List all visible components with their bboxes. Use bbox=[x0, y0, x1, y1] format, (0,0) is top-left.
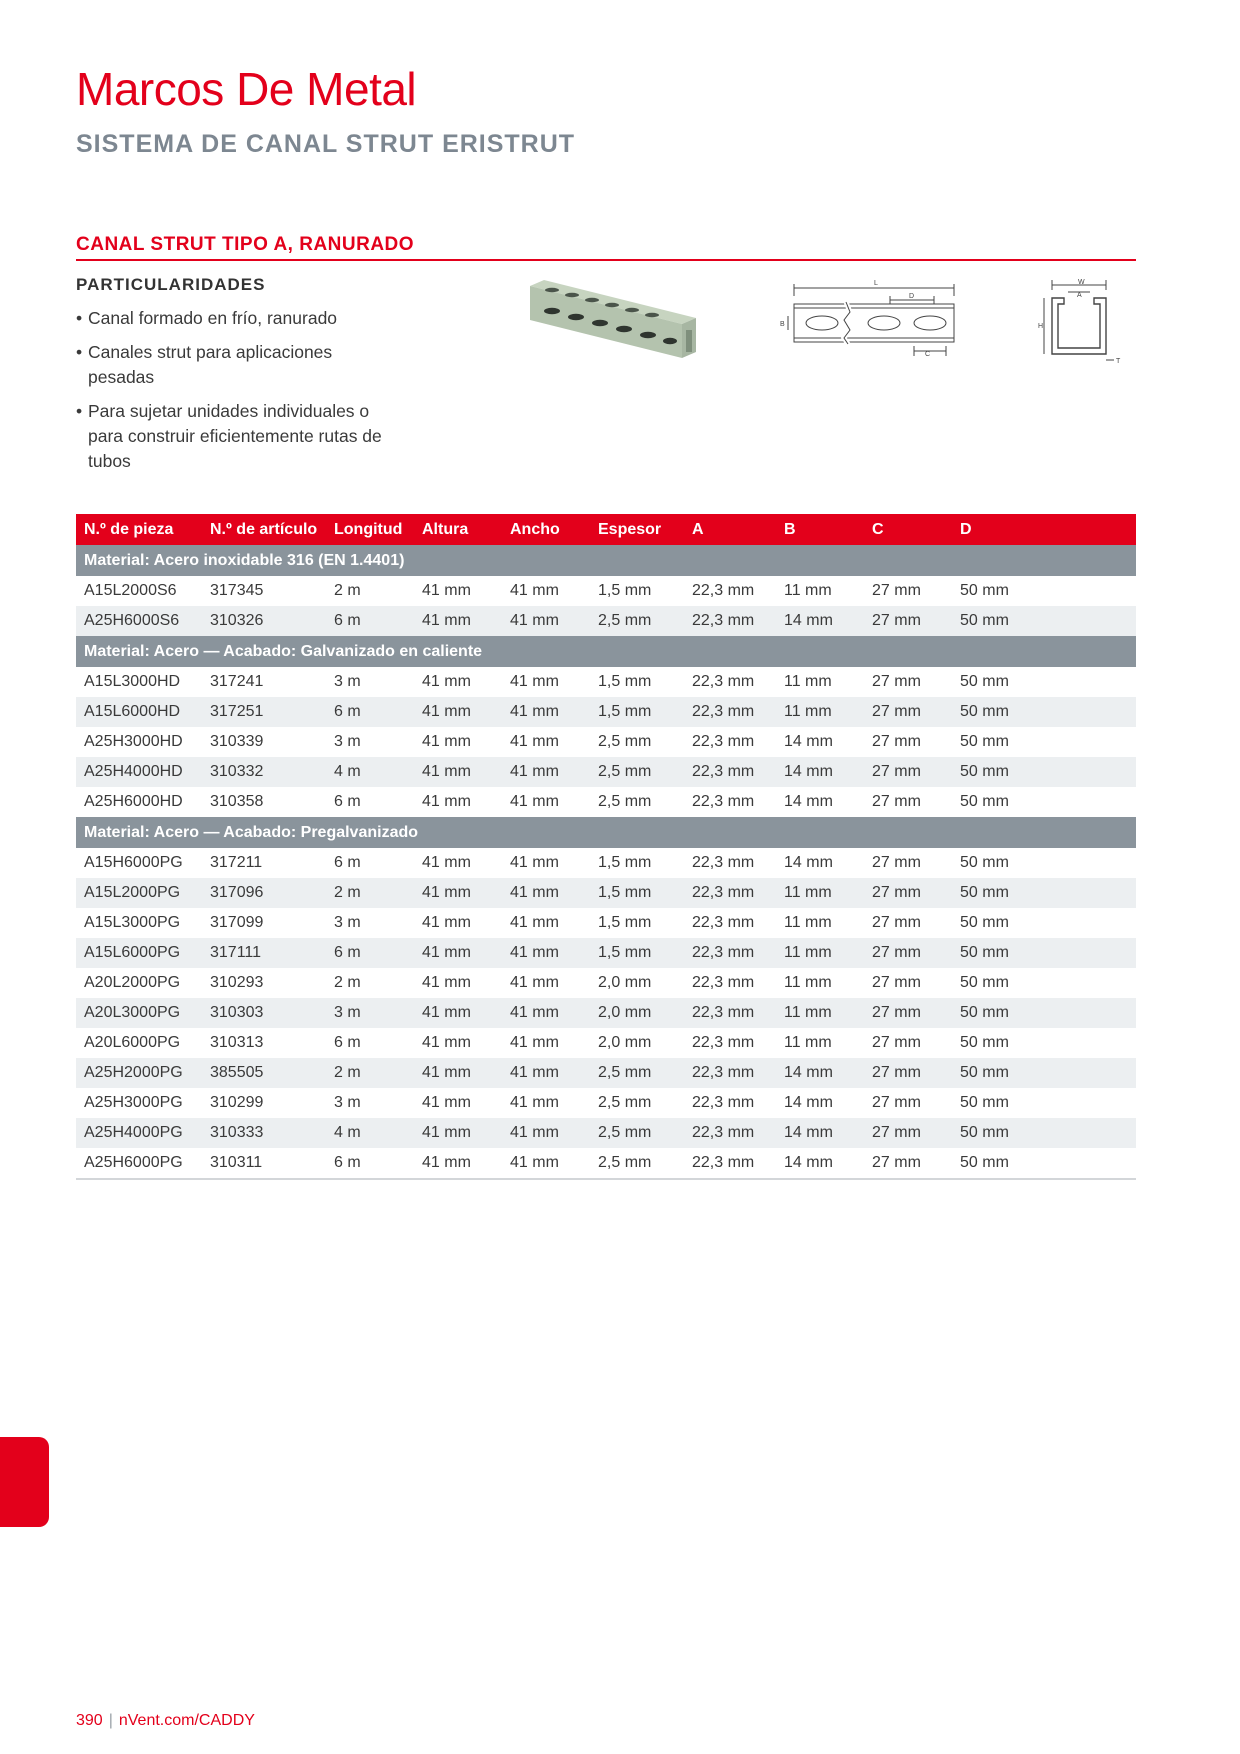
table-cell: 1,5 mm bbox=[590, 878, 684, 908]
table-cell: 22,3 mm bbox=[684, 697, 776, 727]
column-header: N.º de artículo bbox=[202, 514, 326, 545]
page-footer bbox=[76, 1712, 255, 1730]
table-cell: 6 m bbox=[326, 1148, 414, 1179]
table-cell: 50 mm bbox=[952, 1148, 1136, 1179]
table-cell: 2 m bbox=[334, 974, 361, 991]
table-cell: 22,3 mm bbox=[684, 998, 776, 1028]
table-cell: 14 mm bbox=[776, 1058, 864, 1088]
table-cell: 41 mm bbox=[414, 606, 502, 636]
table-cell: 50 mm bbox=[960, 733, 1009, 750]
specification-table bbox=[76, 514, 1136, 1180]
table-cell: 1,5 mm bbox=[598, 854, 652, 871]
table-row bbox=[76, 606, 1136, 636]
table-row bbox=[76, 1148, 1136, 1179]
table-cell: 27 mm bbox=[872, 974, 921, 991]
table-cell: 14 mm bbox=[784, 793, 833, 810]
table-cell: 2,5 mm bbox=[590, 1148, 684, 1179]
table-cell: 50 mm bbox=[960, 914, 1009, 931]
table-cell: 41 mm bbox=[502, 878, 590, 908]
table-cell: 22,3 mm bbox=[692, 793, 755, 810]
table-cell: 41 mm bbox=[422, 582, 471, 599]
table-cell: 2,5 mm bbox=[598, 793, 652, 810]
section-title: CANAL STRUT TIPO A, RANURADO bbox=[76, 234, 415, 255]
table-cell: 310313 bbox=[210, 1034, 264, 1051]
label-l: L bbox=[874, 280, 878, 287]
table-cell: 22,3 mm bbox=[684, 878, 776, 908]
table-cell: A15L6000PG bbox=[76, 938, 202, 968]
table-cell: 41 mm bbox=[414, 938, 502, 968]
table-cell: 3 m bbox=[334, 733, 361, 750]
table-row bbox=[76, 787, 1136, 817]
table-cell: 6 m bbox=[334, 854, 361, 871]
table-cell: A15H6000PG bbox=[84, 854, 183, 871]
table-cell: 317111 bbox=[202, 938, 326, 968]
material-group-label: Material: Acero — Acabado: Pregalvanizado bbox=[76, 817, 1136, 848]
table-cell: 317241 bbox=[210, 673, 264, 690]
table-cell: 50 mm bbox=[960, 854, 1009, 871]
table-cell: 50 mm bbox=[952, 606, 1136, 636]
table-cell: 41 mm bbox=[510, 793, 559, 810]
table-cell: 41 mm bbox=[422, 1034, 471, 1051]
table-cell: 27 mm bbox=[864, 757, 952, 787]
table-cell: 22,3 mm bbox=[692, 733, 755, 750]
table-cell: 3 m bbox=[334, 914, 361, 931]
table-cell: 22,3 mm bbox=[692, 914, 755, 931]
table-cell: 14 mm bbox=[776, 1148, 864, 1179]
table-cell: 2 m bbox=[326, 878, 414, 908]
table-cell: 11 mm bbox=[784, 974, 832, 991]
table-cell: 11 mm bbox=[784, 673, 832, 690]
table-cell: 27 mm bbox=[872, 733, 921, 750]
table-cell: 41 mm bbox=[510, 974, 559, 991]
table-cell: 41 mm bbox=[502, 938, 590, 968]
table-cell: 310326 bbox=[202, 606, 326, 636]
table-cell: 41 mm bbox=[502, 1148, 590, 1179]
material-group-label: Material: Acero inoxidable 316 (EN 1.4401) bbox=[76, 545, 1136, 576]
table-cell: 50 mm bbox=[952, 1058, 1136, 1088]
table-cell: 41 mm bbox=[422, 914, 471, 931]
material-group-row bbox=[76, 817, 1136, 848]
table-cell: A15L6000HD bbox=[76, 697, 202, 727]
table-cell: 4 m bbox=[326, 1118, 414, 1148]
label-h: H bbox=[1038, 323, 1044, 330]
features-heading: PARTICULARIDADES bbox=[76, 275, 266, 294]
table-cell: 22,3 mm bbox=[684, 757, 776, 787]
table-cell: 41 mm bbox=[502, 998, 590, 1028]
table-cell: 22,3 mm bbox=[692, 582, 755, 599]
table-cell: 50 mm bbox=[952, 938, 1136, 968]
table-row bbox=[76, 848, 1136, 878]
table-cell: 27 mm bbox=[872, 914, 921, 931]
section-tab bbox=[0, 1437, 49, 1527]
feature-item: • Para sujetar unidades individuales o para construir eficientemente rutas de tubos bbox=[76, 399, 396, 474]
table-cell: 317096 bbox=[202, 878, 326, 908]
table-cell: 3 m bbox=[334, 673, 361, 690]
table-cell: 11 mm bbox=[776, 998, 864, 1028]
table-cell: 27 mm bbox=[872, 854, 921, 871]
table-cell: 41 mm bbox=[422, 793, 471, 810]
table-cell: 41 mm bbox=[422, 673, 471, 690]
table-cell: 14 mm bbox=[776, 606, 864, 636]
feature-item: • Canales strut para aplicaciones pesadas bbox=[76, 340, 396, 390]
table-cell: 22,3 mm bbox=[692, 974, 755, 991]
table-row bbox=[76, 1088, 1136, 1118]
table-cell: 22,3 mm bbox=[692, 854, 755, 871]
footer-url[interactable]: nVent.com/CADDY bbox=[118, 1712, 255, 1729]
table-cell: 50 mm bbox=[952, 1118, 1136, 1148]
page-number: 390 bbox=[76, 1712, 103, 1729]
table-cell: 41 mm bbox=[414, 998, 502, 1028]
table-cell: 310293 bbox=[210, 974, 264, 991]
table-cell: A25H4000HD bbox=[76, 757, 202, 787]
table-cell: 50 mm bbox=[952, 878, 1136, 908]
table-cell: 317345 bbox=[210, 582, 264, 599]
table-cell: 2 m bbox=[326, 1058, 414, 1088]
strut-channel-photo bbox=[528, 278, 710, 380]
table-cell: 22,3 mm bbox=[684, 1148, 776, 1179]
table-cell: 41 mm bbox=[510, 1094, 559, 1111]
table-cell: A25H2000PG bbox=[76, 1058, 202, 1088]
table-cell: 6 m bbox=[326, 606, 414, 636]
table-cell: 27 mm bbox=[864, 938, 952, 968]
table-cell: 2,5 mm bbox=[590, 1058, 684, 1088]
table-cell: 41 mm bbox=[510, 733, 559, 750]
table-cell: 310299 bbox=[210, 1094, 264, 1111]
table-cell: 27 mm bbox=[872, 793, 921, 810]
table-cell: 50 mm bbox=[952, 998, 1136, 1028]
table-cell: A25H6000PG bbox=[76, 1148, 202, 1179]
table-cell: A15L2000PG bbox=[76, 878, 202, 908]
table-cell: 41 mm bbox=[502, 757, 590, 787]
table-cell: 2,5 mm bbox=[590, 1118, 684, 1148]
page-subtitle: SISTEMA DE CANAL STRUT ERISTRUT bbox=[76, 130, 576, 158]
material-group-row bbox=[76, 545, 1136, 576]
table-cell: 27 mm bbox=[864, 998, 952, 1028]
table-cell: 6 m bbox=[326, 697, 414, 727]
table-row bbox=[76, 968, 1136, 998]
column-header: B bbox=[776, 514, 864, 545]
table-cell: 4 m bbox=[326, 757, 414, 787]
column-header: Altura bbox=[414, 514, 502, 545]
column-header: N.º de pieza bbox=[76, 514, 202, 545]
table-cell: A25H3000HD bbox=[84, 733, 183, 750]
table-cell: 2,5 mm bbox=[590, 757, 684, 787]
table-cell: 27 mm bbox=[872, 1034, 921, 1051]
table-cell: 50 mm bbox=[960, 582, 1009, 599]
table-cell: 27 mm bbox=[864, 1058, 952, 1088]
table-cell: 50 mm bbox=[952, 697, 1136, 727]
table-row bbox=[76, 878, 1136, 908]
column-header: D bbox=[952, 514, 1136, 545]
table-cell: 27 mm bbox=[864, 878, 952, 908]
table-row bbox=[76, 576, 1136, 606]
table-row bbox=[76, 938, 1136, 968]
table-row bbox=[76, 998, 1136, 1028]
table-cell: 1,5 mm bbox=[598, 673, 652, 690]
label-t: T bbox=[1116, 358, 1121, 365]
table-cell: 11 mm bbox=[776, 938, 864, 968]
column-header: Ancho bbox=[502, 514, 590, 545]
table-cell: 22,3 mm bbox=[684, 1058, 776, 1088]
table-cell: 41 mm bbox=[422, 733, 471, 750]
table-cell: 41 mm bbox=[414, 1148, 502, 1179]
table-cell: 41 mm bbox=[510, 673, 559, 690]
section-view-drawing bbox=[1034, 276, 1124, 366]
table-cell: 317211 bbox=[210, 854, 263, 871]
table-header-row bbox=[76, 514, 1136, 545]
page-title: Marcos De Metal bbox=[76, 63, 417, 115]
table-cell: 41 mm bbox=[510, 914, 559, 931]
table-cell: A25H4000PG bbox=[76, 1118, 202, 1148]
table-cell: 317251 bbox=[202, 697, 326, 727]
column-header: Espesor bbox=[590, 514, 684, 545]
material-group-row bbox=[76, 636, 1136, 667]
table-cell: 310303 bbox=[202, 998, 326, 1028]
table-cell: 6 m bbox=[334, 793, 361, 810]
table-cell: A15L3000PG bbox=[84, 914, 181, 931]
table-cell: 27 mm bbox=[872, 1094, 921, 1111]
table-cell: A20L2000PG bbox=[84, 974, 181, 991]
table-cell: 6 m bbox=[334, 1034, 361, 1051]
table-cell: A25H6000HD bbox=[84, 793, 183, 810]
table-cell: 310333 bbox=[202, 1118, 326, 1148]
table-cell: A15L2000S6 bbox=[84, 582, 177, 599]
table-cell: 11 mm bbox=[784, 914, 832, 931]
table-cell: 2,0 mm bbox=[598, 1034, 652, 1051]
table-cell: 385505 bbox=[202, 1058, 326, 1088]
table-cell: 27 mm bbox=[872, 673, 921, 690]
table-cell: 27 mm bbox=[864, 1118, 952, 1148]
table-cell: 41 mm bbox=[502, 606, 590, 636]
table-row bbox=[76, 1028, 1136, 1058]
table-cell: 1,5 mm bbox=[590, 697, 684, 727]
table-cell: 310358 bbox=[210, 793, 264, 810]
label-b: B bbox=[780, 321, 785, 328]
table-cell: 41 mm bbox=[510, 854, 559, 871]
table-cell: 14 mm bbox=[784, 1094, 833, 1111]
table-cell: 22,3 mm bbox=[692, 1094, 755, 1111]
column-header: A bbox=[684, 514, 776, 545]
table-cell: 22,3 mm bbox=[692, 673, 755, 690]
table-cell: A20L6000PG bbox=[84, 1034, 181, 1051]
label-d: D bbox=[909, 293, 915, 300]
table-cell: 11 mm bbox=[776, 878, 864, 908]
table-cell: 50 mm bbox=[960, 1094, 1009, 1111]
table-cell: A25H6000S6 bbox=[76, 606, 202, 636]
table-cell: 41 mm bbox=[502, 697, 590, 727]
table-cell: 41 mm bbox=[414, 1118, 502, 1148]
table-cell: 50 mm bbox=[960, 1034, 1009, 1051]
table-cell: 1,5 mm bbox=[598, 914, 652, 931]
table-cell: 317099 bbox=[210, 914, 264, 931]
table-cell: 41 mm bbox=[510, 1034, 559, 1051]
table-cell: 2,0 mm bbox=[598, 974, 652, 991]
table-row bbox=[76, 1118, 1136, 1148]
table-cell: 50 mm bbox=[960, 673, 1009, 690]
table-cell: 41 mm bbox=[422, 974, 471, 991]
table-cell: 41 mm bbox=[414, 757, 502, 787]
table-cell: 14 mm bbox=[784, 733, 833, 750]
table-cell: 1,5 mm bbox=[590, 938, 684, 968]
table-row bbox=[76, 1058, 1136, 1088]
table-cell: 2,0 mm bbox=[590, 998, 684, 1028]
table-cell: 27 mm bbox=[872, 582, 921, 599]
side-view-drawing bbox=[780, 276, 966, 366]
table-cell: A25H3000PG bbox=[84, 1094, 183, 1111]
column-header: Longitud bbox=[326, 514, 414, 545]
table-cell: 22,3 mm bbox=[692, 1034, 755, 1051]
table-cell: 41 mm bbox=[510, 582, 559, 599]
table-cell: 27 mm bbox=[864, 606, 952, 636]
table-cell: 50 mm bbox=[960, 974, 1009, 991]
table-cell: 50 mm bbox=[952, 757, 1136, 787]
table-cell: 41 mm bbox=[414, 1058, 502, 1088]
table-cell: 41 mm bbox=[502, 1058, 590, 1088]
features-list bbox=[76, 306, 396, 483]
table-cell: 11 mm bbox=[784, 582, 832, 599]
table-cell: 11 mm bbox=[784, 1034, 832, 1051]
table-cell: 22,3 mm bbox=[684, 938, 776, 968]
table-cell: 41 mm bbox=[414, 697, 502, 727]
table-row bbox=[76, 757, 1136, 787]
table-row bbox=[76, 697, 1136, 727]
table-cell: 14 mm bbox=[776, 757, 864, 787]
table-row bbox=[76, 908, 1136, 938]
table-cell: 2 m bbox=[334, 582, 361, 599]
table-cell: 41 mm bbox=[414, 878, 502, 908]
table-cell: 1,5 mm bbox=[598, 582, 652, 599]
table-cell: A15L3000HD bbox=[84, 673, 181, 690]
table-cell: 11 mm bbox=[776, 697, 864, 727]
table-cell: 22,3 mm bbox=[684, 606, 776, 636]
table-cell: 50 mm bbox=[960, 793, 1009, 810]
label-w: W bbox=[1078, 279, 1085, 286]
table-cell: A20L3000PG bbox=[76, 998, 202, 1028]
table-cell: 3 m bbox=[326, 998, 414, 1028]
table-cell: 22,3 mm bbox=[684, 1118, 776, 1148]
table-cell: 3 m bbox=[334, 1094, 361, 1111]
table-row bbox=[76, 727, 1136, 757]
table-cell: 6 m bbox=[326, 938, 414, 968]
table-cell: 41 mm bbox=[422, 854, 471, 871]
table-cell: 27 mm bbox=[864, 697, 952, 727]
table-row bbox=[76, 667, 1136, 697]
table-cell: 41 mm bbox=[502, 1118, 590, 1148]
table-cell: 310332 bbox=[202, 757, 326, 787]
table-cell: 14 mm bbox=[776, 1118, 864, 1148]
label-a: A bbox=[1077, 292, 1082, 299]
table-cell: 310339 bbox=[210, 733, 264, 750]
section-divider bbox=[76, 259, 1136, 261]
table-cell: 14 mm bbox=[784, 854, 833, 871]
table-cell: 310311 bbox=[202, 1148, 326, 1179]
footer-separator: | bbox=[108, 1712, 113, 1729]
feature-item: • Canal formado en frío, ranurado bbox=[76, 306, 396, 331]
table-cell: 27 mm bbox=[864, 1148, 952, 1179]
label-c: C bbox=[925, 351, 931, 358]
table-cell: 41 mm bbox=[422, 1094, 471, 1111]
table-cell: 2,5 mm bbox=[590, 606, 684, 636]
column-header: C bbox=[864, 514, 952, 545]
table-cell: 2,5 mm bbox=[598, 733, 652, 750]
material-group-label: Material: Acero — Acabado: Galvanizado en caliente bbox=[76, 636, 1136, 667]
table-cell: 2,5 mm bbox=[598, 1094, 652, 1111]
